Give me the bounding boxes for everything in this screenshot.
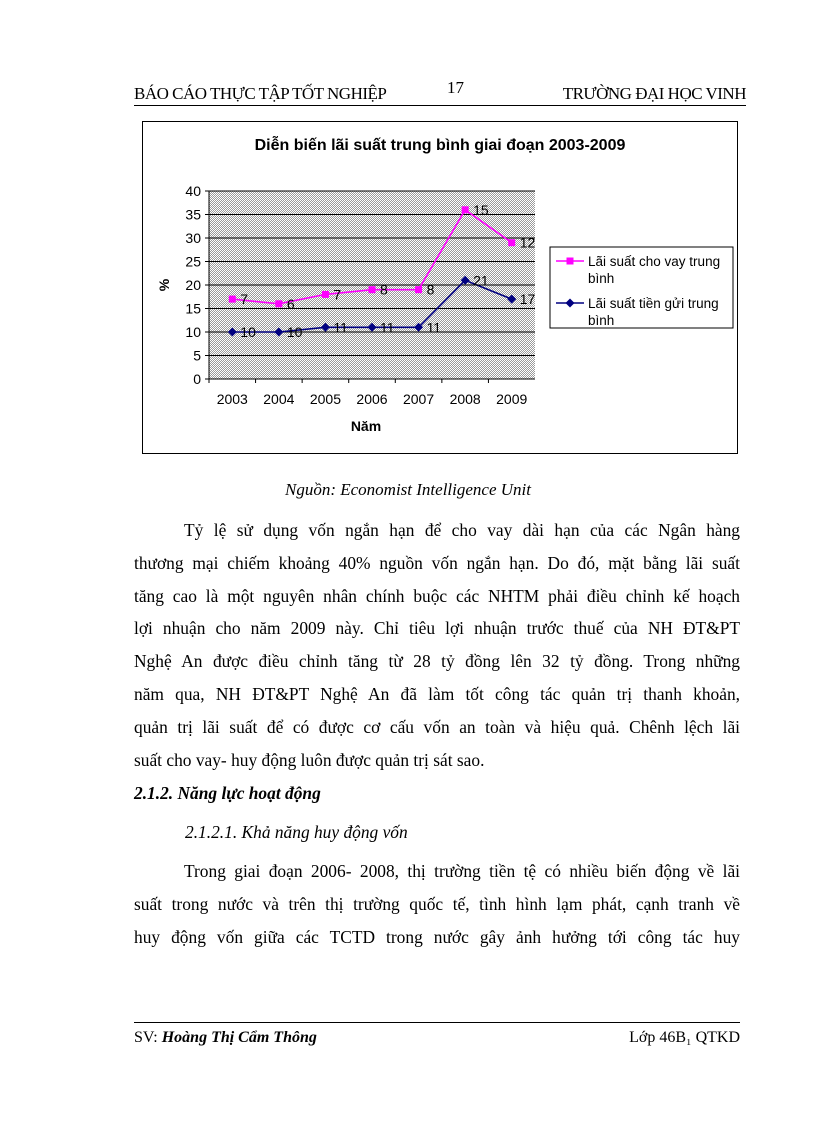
legend-label: Lãi suất tiền gửi trung	[588, 296, 719, 311]
x-axis-label: Năm	[350, 418, 382, 434]
chart-svg	[143, 122, 737, 453]
data-label: 11	[426, 319, 442, 336]
y-tick-label: 25	[185, 253, 201, 270]
y-axis-label: %	[156, 278, 172, 292]
data-label: 8	[380, 281, 388, 298]
chart-title: Diễn biến lãi suất trung bình giai đoạn 2003-2009	[254, 137, 626, 154]
data-point	[415, 286, 422, 293]
y-tick-label: 35	[185, 206, 201, 223]
x-tick-label: 2007	[402, 391, 435, 407]
data-label: 6	[286, 295, 295, 312]
header-university: TRƯỜNG ĐẠI HỌC VINH	[562, 84, 746, 103]
paragraph-line: năm qua, NH ĐT&PT Nghệ An đã làm tốt công tác quản trị thanh khoản,	[134, 683, 740, 704]
y-tick-label: 5	[193, 347, 201, 364]
data-point	[369, 286, 376, 293]
y-tick-label: 30	[185, 230, 201, 246]
x-tick-label: 2005	[309, 391, 342, 407]
page-header	[134, 78, 746, 108]
data-label: 15	[473, 201, 489, 218]
paragraph-line: suất cho vay- huy động luôn được quản trị sát sao.	[134, 749, 485, 770]
paragraph-line: Tỷ lệ sử dụng vốn ngắn hạn để cho vay dài hạn của các Ngân hàng	[184, 520, 740, 540]
paragraph-line: lợi nhuận cho năm 2009 này. Chỉ tiêu lợi nhuận trước thuế của NH ĐT&PT	[134, 618, 740, 639]
data-point	[462, 206, 469, 213]
x-tick-label: 2004	[263, 391, 295, 407]
data-label: 11	[380, 319, 395, 336]
footer-class: Lớp 46B₁ QTKD	[629, 1029, 740, 1046]
paragraph-line: Nghệ An được điều chỉnh tăng từ 28 tỷ đồng lên 32 tỷ đồng. Trong những	[134, 651, 740, 672]
paragraph-line: quản trị lãi suất để có được cơ cấu vốn an toàn và hiệu quả. Chênh lệch lãi	[134, 716, 740, 737]
interest-rate-chart	[142, 121, 738, 454]
student-name: Hoàng Thị Cẩm Thông	[161, 1029, 317, 1046]
footer-prefix: SV:	[134, 1029, 162, 1046]
legend-label: bình	[588, 271, 615, 286]
subsection-heading: 2.1.2.1. Khả năng huy động vốn	[185, 822, 408, 842]
footer-student	[134, 1029, 317, 1047]
header-divider	[134, 105, 746, 106]
data-label: 7	[333, 286, 342, 303]
data-label: 17	[519, 291, 536, 308]
data-label: 8	[426, 281, 435, 298]
data-point	[229, 296, 236, 303]
y-tick-label: 15	[185, 300, 201, 317]
paragraph-line: tăng cao là một nguyên nhân chính buộc các NHTM phải điều chỉnh kế hoạch	[134, 585, 740, 606]
x-tick-label: 2008	[449, 391, 481, 407]
data-label: 10	[286, 324, 303, 340]
chart-source-caption: Nguồn: Economist Intelligence Unit	[285, 480, 531, 499]
paragraph-interest-margin	[134, 514, 740, 776]
y-tick-label: 20	[185, 277, 201, 293]
paragraph-line: Trong giai đoạn 2006- 2008, thị trường tiền tệ có nhiều biến động về lãi	[184, 861, 740, 881]
y-tick-label: 40	[185, 183, 201, 199]
data-point	[275, 300, 282, 307]
paragraph-line: thương mại chiếm khoảng 40% nguồn vốn ngắn hạn. Do đó, mặt bằng lãi suất	[134, 552, 740, 573]
paragraph-capital-mobilization	[134, 855, 740, 953]
y-tick-label: 0	[193, 371, 201, 387]
header-report-title: BÁO CÁO THỰC TẬP TỐT NGHIỆP	[134, 84, 387, 103]
data-label: 10	[240, 324, 256, 340]
legend-label: bình	[588, 313, 615, 328]
data-label: 11	[333, 319, 348, 336]
x-tick-label: 2009	[496, 391, 528, 407]
legend-label: Lãi suất cho vay trung	[588, 254, 721, 269]
paragraph-line: huy động vốn giữa các TCTD trong nước gây ảnh hưởng tới công tác huy	[134, 926, 740, 947]
data-label: 21	[473, 272, 489, 289]
x-tick-label: 2006	[356, 391, 388, 407]
data-point	[508, 239, 515, 246]
page-number: 17	[447, 78, 464, 97]
paragraph-line: suất trong nước và trên thị trường quốc tế, tình hình lạm phát, cạnh tranh về	[134, 893, 740, 914]
data-label: 12	[519, 234, 536, 251]
section-heading: 2.1.2. Năng lực hoạt động	[134, 783, 321, 803]
data-label: 7	[240, 291, 249, 308]
footer-divider	[134, 1022, 740, 1023]
y-tick-label: 10	[185, 324, 201, 340]
legend-marker	[567, 258, 574, 265]
x-tick-label: 2003	[216, 391, 248, 407]
data-point	[322, 291, 329, 298]
